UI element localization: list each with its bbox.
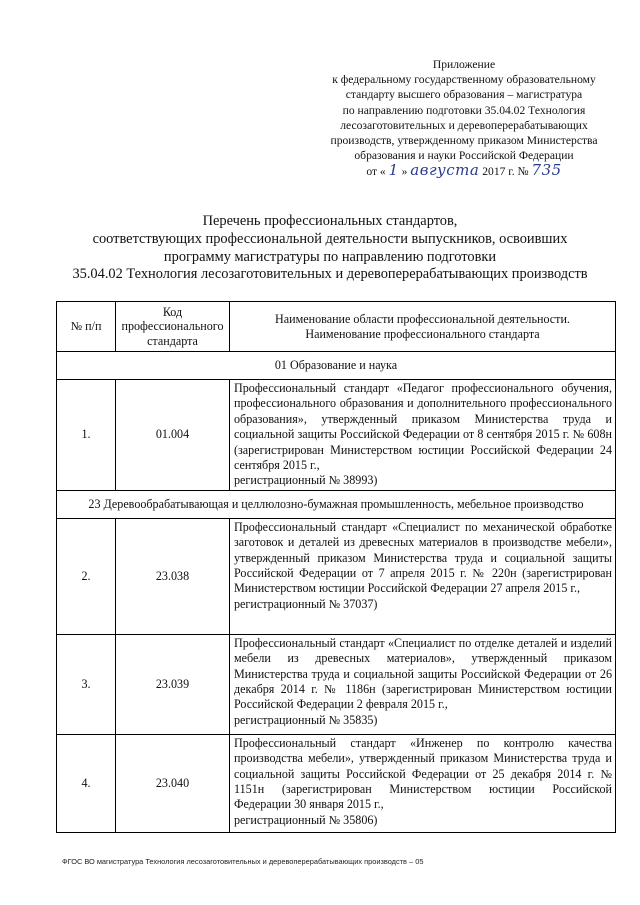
- appendix-line: лесозаготовительных и деревоперерабатывающих: [340, 118, 588, 132]
- table-row: [57, 518, 616, 634]
- section-row: [57, 490, 616, 518]
- date-mid: »: [401, 165, 408, 179]
- header-name: Наименование области профессиональной деятельности. Наименование профессионального стандарта: [230, 302, 616, 352]
- section-title: 01 Образование и наука: [57, 352, 616, 380]
- table-row: [57, 380, 616, 491]
- row-number: 3.: [57, 634, 116, 734]
- appendix-line: по направлению подготовки 35.04.02 Технология: [342, 103, 586, 117]
- row-standard-name: Профессиональный стандарт «Инженер по контролю качества производства мебели», утвержденный приказом Министерства труда и социальной защиты Российской Федерации от 25 декабря 2014 г. № 1151н (зарегистрирован Министерством юстиции Российской Федерации 30 января 2015 г., регистрационный № 35806): [230, 734, 616, 832]
- standards-table: [56, 301, 616, 833]
- row-standard-name: Профессиональный стандарт «Специалист по механической обработке заготовок и деталей из древесных материалов в производстве мебели», утвержденный приказом Министерства труда и социальной защиты Российской Федерации от 7 апреля 2015 г. № 220н (зарегистрирован Министерством юстиции Российской Федерации 27 апреля 2015 г., регистрационный № 37037): [230, 518, 616, 634]
- handwritten-order-number: 735: [531, 161, 562, 180]
- title-line: Перечень профессиональных стандартов,: [202, 213, 458, 229]
- appendix-line: стандарту высшего образования – магистратура: [345, 88, 583, 102]
- header-num: № п/п: [57, 302, 116, 352]
- row-code: 01.004: [116, 380, 230, 491]
- row-number: 2.: [57, 518, 116, 634]
- header-code: Код профессионального стандарта: [116, 302, 230, 352]
- title-line: 35.04.02 Технология лесозаготовительных и деревоперерабатывающих производств: [72, 266, 588, 283]
- row-code: 23.038: [116, 518, 230, 634]
- date-year: 2017 г. №: [482, 165, 529, 179]
- table-row: [57, 634, 616, 734]
- section-title: 23 Деревообрабатывающая и целлюлозно-бумажная промышленность, мебельное производство: [57, 490, 616, 518]
- order-date-line: [300, 163, 628, 179]
- title-line: программу магистратуры по направлению подготовки: [163, 248, 497, 265]
- row-number: 1.: [57, 380, 116, 491]
- document-title: [40, 213, 620, 284]
- row-standard-name: Профессиональный стандарт «Педагог профессионального обучения, профессионального образования и дополнительного профессионального образования», утвержденный приказом Министерства труда и социальной защиты Российской Федерации от 8 сентября 2015 г. № 608н (зарегистрирован Министерством юстиции Российской Федерации 24 сентября 2015 г., регистрационный № 38993): [230, 380, 616, 491]
- appendix-block: [300, 57, 628, 180]
- page-footer: ФГОС ВО магистратура Технология лесозаготовительных и деревоперерабатывающих производств – 05: [62, 857, 424, 866]
- row-standard-name: Профессиональный стандарт «Специалист по отделке деталей и изделий мебели из древесных материалов», утвержденный приказом Министерства труда и социальной защиты Российской Федерации от 26 декабря 2014 г. № 1186н (зарегистрирован Министерством юстиции Российской Федерации 2 февраля 2015 г., регистрационный № 35835): [230, 634, 616, 734]
- handwritten-day: 1: [388, 161, 399, 180]
- table-header-row: [57, 302, 616, 352]
- appendix-line: Приложение: [432, 58, 496, 71]
- row-number: 4.: [57, 734, 116, 832]
- section-row: [57, 352, 616, 380]
- appendix-line: производств, утвержденному приказом Министерства: [330, 134, 598, 148]
- handwritten-month: августа: [410, 161, 480, 180]
- row-code: 23.039: [116, 634, 230, 734]
- table-row: [57, 734, 616, 832]
- row-code: 23.040: [116, 734, 230, 832]
- date-prefix: от «: [366, 165, 386, 179]
- appendix-line: образования и науки Российской Федерации: [354, 149, 574, 163]
- title-line: соответствующих профессиональной деятельности выпускников, освоивших: [92, 230, 568, 247]
- appendix-line: к федеральному государственному образовательному: [332, 73, 596, 87]
